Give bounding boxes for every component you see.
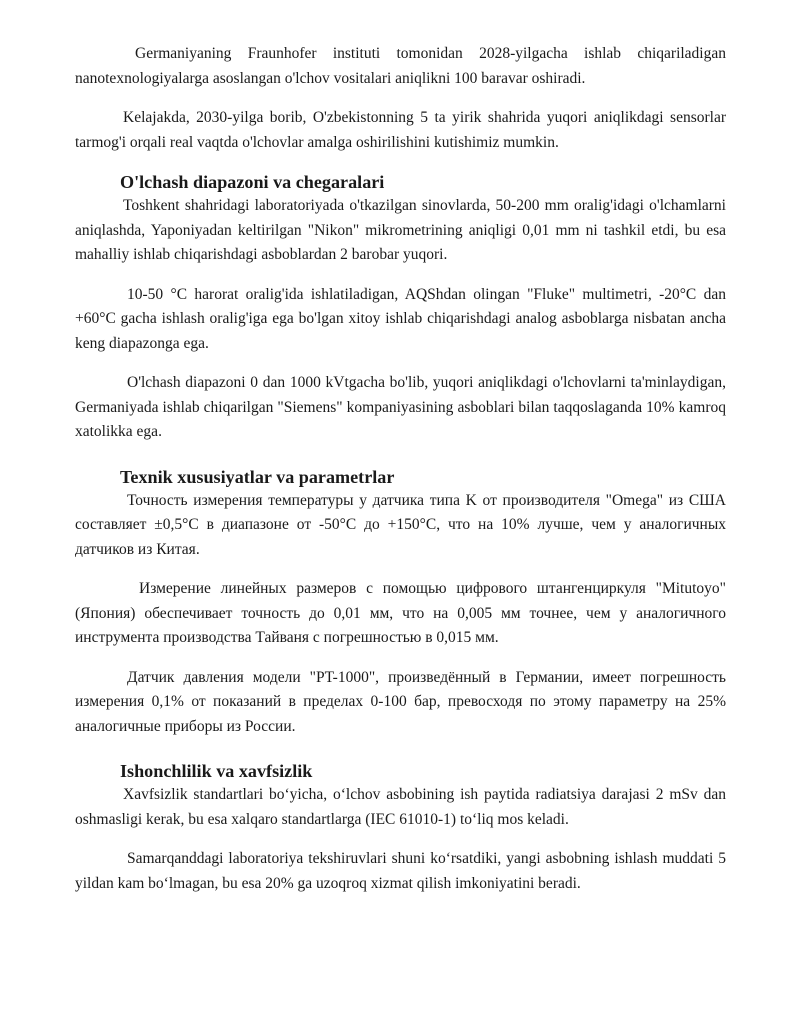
section-heading: Ishonchlilik va xavfsizlik	[120, 761, 313, 781]
paragraph: Xavfsizlik standartlari bo‘yicha, o‘lchov asbobining ish paytida radiatsiya darajasi 2 mSv dan oshmasligi kerak, bu esa xalqaro standartlarga (IEC 61010-1) to‘liq mos keladi.	[75, 786, 726, 828]
paragraph: 10-50 °C harorat oralig'ida ishlatiladigan, AQShdan olingan "Fluke" multimetri, -20°C dan +60°C gacha ishlash oralig'iga ega bo'lgan xitoy ishlab chiqarishdagi analog asboblarga nisbatan ancha keng diapazonga ega.	[75, 285, 726, 352]
paragraph: O'lchash diapazoni 0 dan 1000 kVtgacha bo'lib, yuqori aniqlikdagi o'lchovlarni ta'minlaydigan, Germaniyada ishlab chiqarilgan "Siemens" kompaniyasining asboblari bilan taqqoslaganda 10% kamroq xatolikka ega.	[75, 374, 726, 440]
paragraph: Samarqanddagi laboratoriya tekshiruvlari shuni ko‘rsatdiki, yangi asbobning ishlash muddati 5 yildan kam bo‘lmagan, bu esa 20% ga uzoqroq xizmat qilish imkoniyatini beradi.	[75, 850, 726, 892]
section-heading: O'lchash diapazoni va chegaralari	[120, 172, 385, 192]
section-heading: Texnik xususiyatlar va parametrlar	[120, 466, 395, 487]
paragraph: Germaniyaning Fraunhofer instituti tomonidan 2028-yilgacha ishlab chiqariladigan nanotexnologiyalarga asoslangan o'lchov vositalari aniqlikni 100 baravar oshiradi.	[75, 45, 726, 87]
document-page	[75, 42, 726, 896]
paragraph: Точность измерения температуры у датчика типа K от производителя "Omega" из США составляет ±0,5°C в диапазоне от -50°C до +150°C, что на 10% лучше, чем у аналогичных датчиков из Китая.	[75, 491, 726, 558]
paragraph: Toshkent shahridagi laboratoriyada o'tkazilgan sinovlarda, 50-200 mm oralig'idagi o'lchamlarni aniqlashda, Yaponiyadan keltirilgan "Nikon" mikrometrining aniqligi 0,01 mm ni tashkil etdi, bu esa mahalliy ishlab chiqarishdagi asboblardan 2 barobar yuqori.	[75, 197, 726, 263]
paragraph: Измерение линейных размеров с помощью цифрового штангенциркуля "Mitutoyo" (Япония) обеспечивает точность до 0,01 мм, что на 0,005 мм точнее, чем у аналогичного инструмента производства Тайваня с погрешностью в 0,015 мм.	[75, 580, 726, 646]
paragraph: Kelajakda, 2030-yilga borib, O'zbekistonning 5 ta yirik shahrida yuqori aniqlikdagi sensorlar tarmog'i orqali real vaqtda o'lchovlar amalga oshirilishini kutishimiz mumkin.	[75, 109, 726, 151]
paragraph: Датчик давления модели "PT-1000", произведённый в Германии, имеет погрешность измерения 0,1% от показаний в пределах 0-100 бар, превосходя по этому параметру на 25% аналогичные приборы из России.	[75, 668, 726, 735]
